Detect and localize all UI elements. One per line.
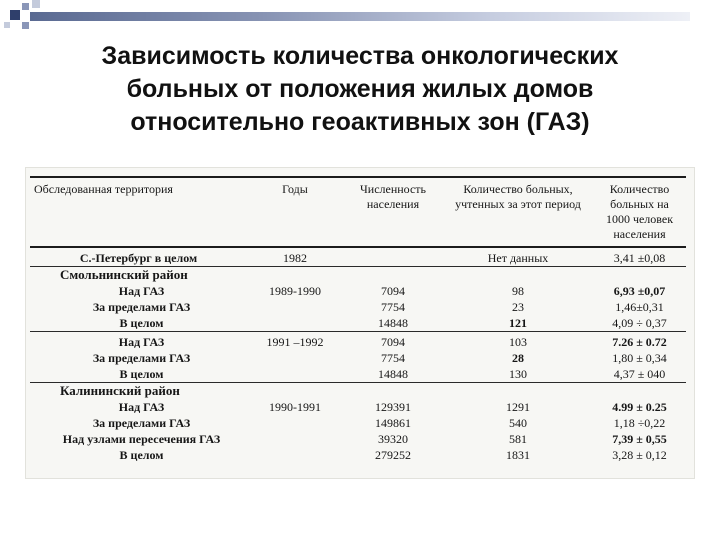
smolninsky-period1-group bbox=[30, 267, 686, 332]
cell-per1000: 4,37 ± 040 bbox=[613, 367, 666, 381]
cell-patients: 121 bbox=[509, 316, 527, 330]
cell-per1000: 4.99 ± 0.25 bbox=[612, 400, 667, 414]
cell-patients: 1831 bbox=[506, 448, 530, 462]
table-row bbox=[30, 315, 686, 332]
table-row bbox=[30, 447, 686, 463]
table-row bbox=[30, 415, 686, 431]
cell-years: 1982 bbox=[283, 251, 307, 265]
cell-territory: За пределами ГАЗ bbox=[92, 416, 191, 430]
header-patients: Количество больных, учтенных за этот период bbox=[455, 182, 581, 211]
table-row bbox=[30, 247, 686, 267]
table-row bbox=[30, 431, 686, 447]
cell-per1000: 3,41 ±0,08 bbox=[613, 251, 666, 265]
cell-territory: За пределами ГАЗ bbox=[92, 300, 191, 314]
table-header-row bbox=[30, 177, 686, 247]
cell-territory: С.-Петербург в целом bbox=[79, 251, 198, 265]
header-years: Годы bbox=[282, 182, 308, 196]
cell-population: 129391 bbox=[375, 400, 411, 414]
table-row bbox=[30, 366, 686, 383]
cell-years: 1990-1991 bbox=[269, 400, 321, 414]
cell-years bbox=[247, 350, 343, 366]
cell-patients: 23 bbox=[512, 300, 524, 314]
cell-per1000: 6,93 ±0,07 bbox=[613, 284, 666, 298]
kalininsky-group bbox=[30, 383, 686, 464]
cell-years bbox=[247, 299, 343, 315]
cell-years bbox=[247, 315, 343, 332]
cell-population: 7754 bbox=[381, 300, 405, 314]
cell-population: 149861 bbox=[375, 416, 411, 430]
cell-population: 14848 bbox=[378, 367, 408, 381]
corner-square-icon bbox=[32, 0, 40, 8]
corner-square-icon bbox=[22, 3, 29, 10]
cell-territory: Над ГАЗ bbox=[118, 284, 165, 298]
region-name: Смольнинский район bbox=[60, 267, 188, 282]
table-row bbox=[30, 399, 686, 415]
cell-territory: За пределами ГАЗ bbox=[92, 351, 191, 365]
region-row bbox=[30, 267, 686, 284]
cell-years bbox=[247, 431, 343, 447]
cell-per1000: 7.26 ± 0.72 bbox=[612, 335, 667, 349]
cell-per1000: 7,39 ± 0,55 bbox=[612, 432, 667, 446]
cell-population: 7754 bbox=[381, 351, 405, 365]
table-row bbox=[30, 332, 686, 351]
cell-years bbox=[247, 366, 343, 383]
cell-population: 39320 bbox=[378, 432, 408, 446]
region-row bbox=[30, 383, 686, 400]
cell-population: 7094 bbox=[381, 335, 405, 349]
spb-group bbox=[30, 247, 686, 267]
cell-territory: Над ГАЗ bbox=[118, 400, 165, 414]
cell-per1000: 1,46±0,31 bbox=[615, 300, 664, 314]
title-line-3: относительно геоактивных зон (ГАЗ) bbox=[130, 108, 590, 136]
table-row bbox=[30, 350, 686, 366]
region-name: Калининский район bbox=[60, 383, 180, 398]
cell-years: 1989-1990 bbox=[269, 284, 321, 298]
cell-territory: В целом bbox=[119, 367, 164, 381]
table-row bbox=[30, 299, 686, 315]
cell-territory: В целом bbox=[119, 448, 164, 462]
title-line-2: больных от положения жилых домов bbox=[126, 75, 594, 103]
cell-territory: В целом bbox=[119, 316, 164, 330]
cell-patients: 540 bbox=[509, 416, 527, 430]
cell-territory: Над ГАЗ bbox=[118, 335, 165, 349]
cell-population: 14848 bbox=[378, 316, 408, 330]
cell-per1000: 3,28 ± 0,12 bbox=[612, 448, 667, 462]
cell-patients: 103 bbox=[509, 335, 527, 349]
cell-population: 7094 bbox=[381, 284, 405, 298]
smolninsky-period2-group bbox=[30, 332, 686, 383]
cell-years: 1991 –1992 bbox=[266, 335, 324, 349]
table-row bbox=[30, 283, 686, 299]
cell-patients: Нет данных bbox=[487, 251, 549, 265]
cell-population: 279252 bbox=[375, 448, 411, 462]
cell-per1000: 1,18 ÷0,22 bbox=[613, 416, 666, 430]
title-line-1: Зависимость количества онкологических bbox=[101, 42, 619, 70]
cell-patients: 1291 bbox=[506, 400, 530, 414]
cell-patients: 581 bbox=[509, 432, 527, 446]
header-bar bbox=[30, 12, 690, 21]
cell-years bbox=[247, 447, 343, 463]
cell-patients: 130 bbox=[509, 367, 527, 381]
corner-square-icon bbox=[10, 10, 20, 20]
data-table bbox=[30, 176, 686, 463]
corner-square-icon bbox=[22, 22, 29, 29]
header-population: Численность населения bbox=[359, 182, 427, 211]
corner-square-icon bbox=[4, 22, 10, 28]
cell-territory: Над узлами пересечения ГАЗ bbox=[62, 432, 221, 446]
cell-patients: 28 bbox=[512, 351, 524, 365]
cell-population bbox=[343, 247, 443, 267]
header-territory: Обследованная территория bbox=[34, 182, 173, 196]
page-title bbox=[40, 40, 680, 139]
cell-per1000: 4,09 ÷ 0,37 bbox=[612, 316, 667, 330]
cell-per1000: 1,80 ± 0,34 bbox=[612, 351, 667, 365]
cell-years bbox=[247, 415, 343, 431]
header-per1000: Количество больных на 1000 человек населения bbox=[605, 182, 674, 241]
cell-patients: 98 bbox=[512, 284, 524, 298]
